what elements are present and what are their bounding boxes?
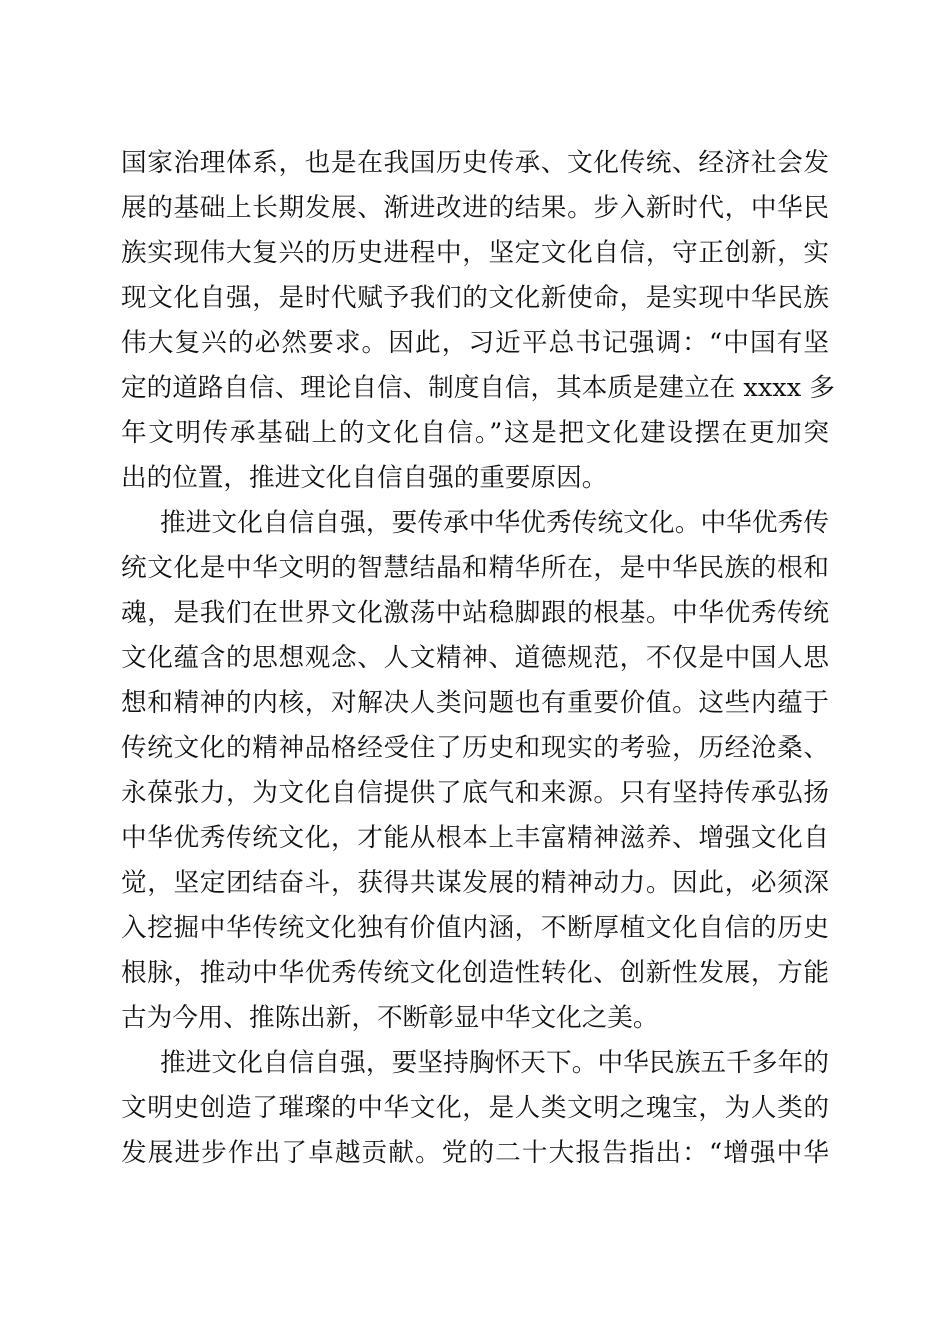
- text-line: 伟大复兴的必然要求。因此，习近平总书记强调：“中国有坚: [121, 328, 829, 358]
- text-line: 展的基础上长期发展、渐进改进的结果。步入新时代，中华民: [121, 193, 829, 223]
- text-line: 魂，是我们在世界文化激荡中站稳脚跟的根基。中华优秀传统: [121, 598, 829, 628]
- text-line: 定的道路自信、理论自信、制度自信，其本质是建立在 xxxx 多: [121, 373, 835, 403]
- text-line: 推进文化自信自强，要传承中华优秀传统文化。中华优秀传: [160, 508, 829, 538]
- text-line: 中华优秀传统文化，才能从根本上丰富精神滋养、增强文化自: [121, 823, 829, 853]
- text-line: 国家治理体系，也是在我国历史传承、文化传统、经济社会发: [121, 148, 829, 178]
- text-line: 想和精神的内核，对解决人类问题也有重要价值。这些内蕴于: [121, 688, 829, 718]
- text-line: 文化蕴含的思想观念、人文精神、道德规范，不仅是中国人思: [121, 643, 829, 673]
- text-line: 入挖掘中华传统文化独有价值内涵，不断厚植文化自信的历史: [121, 913, 829, 943]
- text-line: 现文化自强，是时代赋予我们的文化新使命，是实现中华民族: [121, 283, 829, 313]
- text-line: 觉，坚定团结奋斗，获得共谋发展的精神动力。因此，必须深: [121, 868, 829, 898]
- text-line: 传统文化的精神品格经受住了历史和现实的考验，历经沧桑、: [121, 733, 829, 763]
- text-line: 年文明传承基础上的文化自信。”这是把文化建设摆在更加突: [121, 418, 829, 448]
- text-line: 文明史创造了璀璨的中华文化，是人类文明之瑰宝，为人类的: [121, 1093, 829, 1123]
- text-line: 发展进步作出了卓越贡献。党的二十大报告指出：“增强中华: [121, 1138, 829, 1168]
- text-line: 出的位置，推进文化自信自强的重要原因。: [121, 463, 608, 493]
- text-line: 古为今用、推陈出新，不断彰显中华文化之美。: [121, 1003, 659, 1033]
- text-line: 推进文化自信自强，要坚持胸怀天下。中华民族五千多年的: [160, 1048, 829, 1078]
- text-line: 根脉，推动中华优秀传统文化创造性转化、创新性发展，方能: [121, 958, 829, 988]
- text-line: 永葆张力，为文化自信提供了底气和来源。只有坚持传承弘扬: [121, 778, 829, 808]
- text-line: 族实现伟大复兴的历史进程中，坚定文化自信，守正创新，实: [121, 238, 829, 268]
- text-line: 统文化是中华文明的智慧结晶和精华所在，是中华民族的根和: [121, 553, 829, 583]
